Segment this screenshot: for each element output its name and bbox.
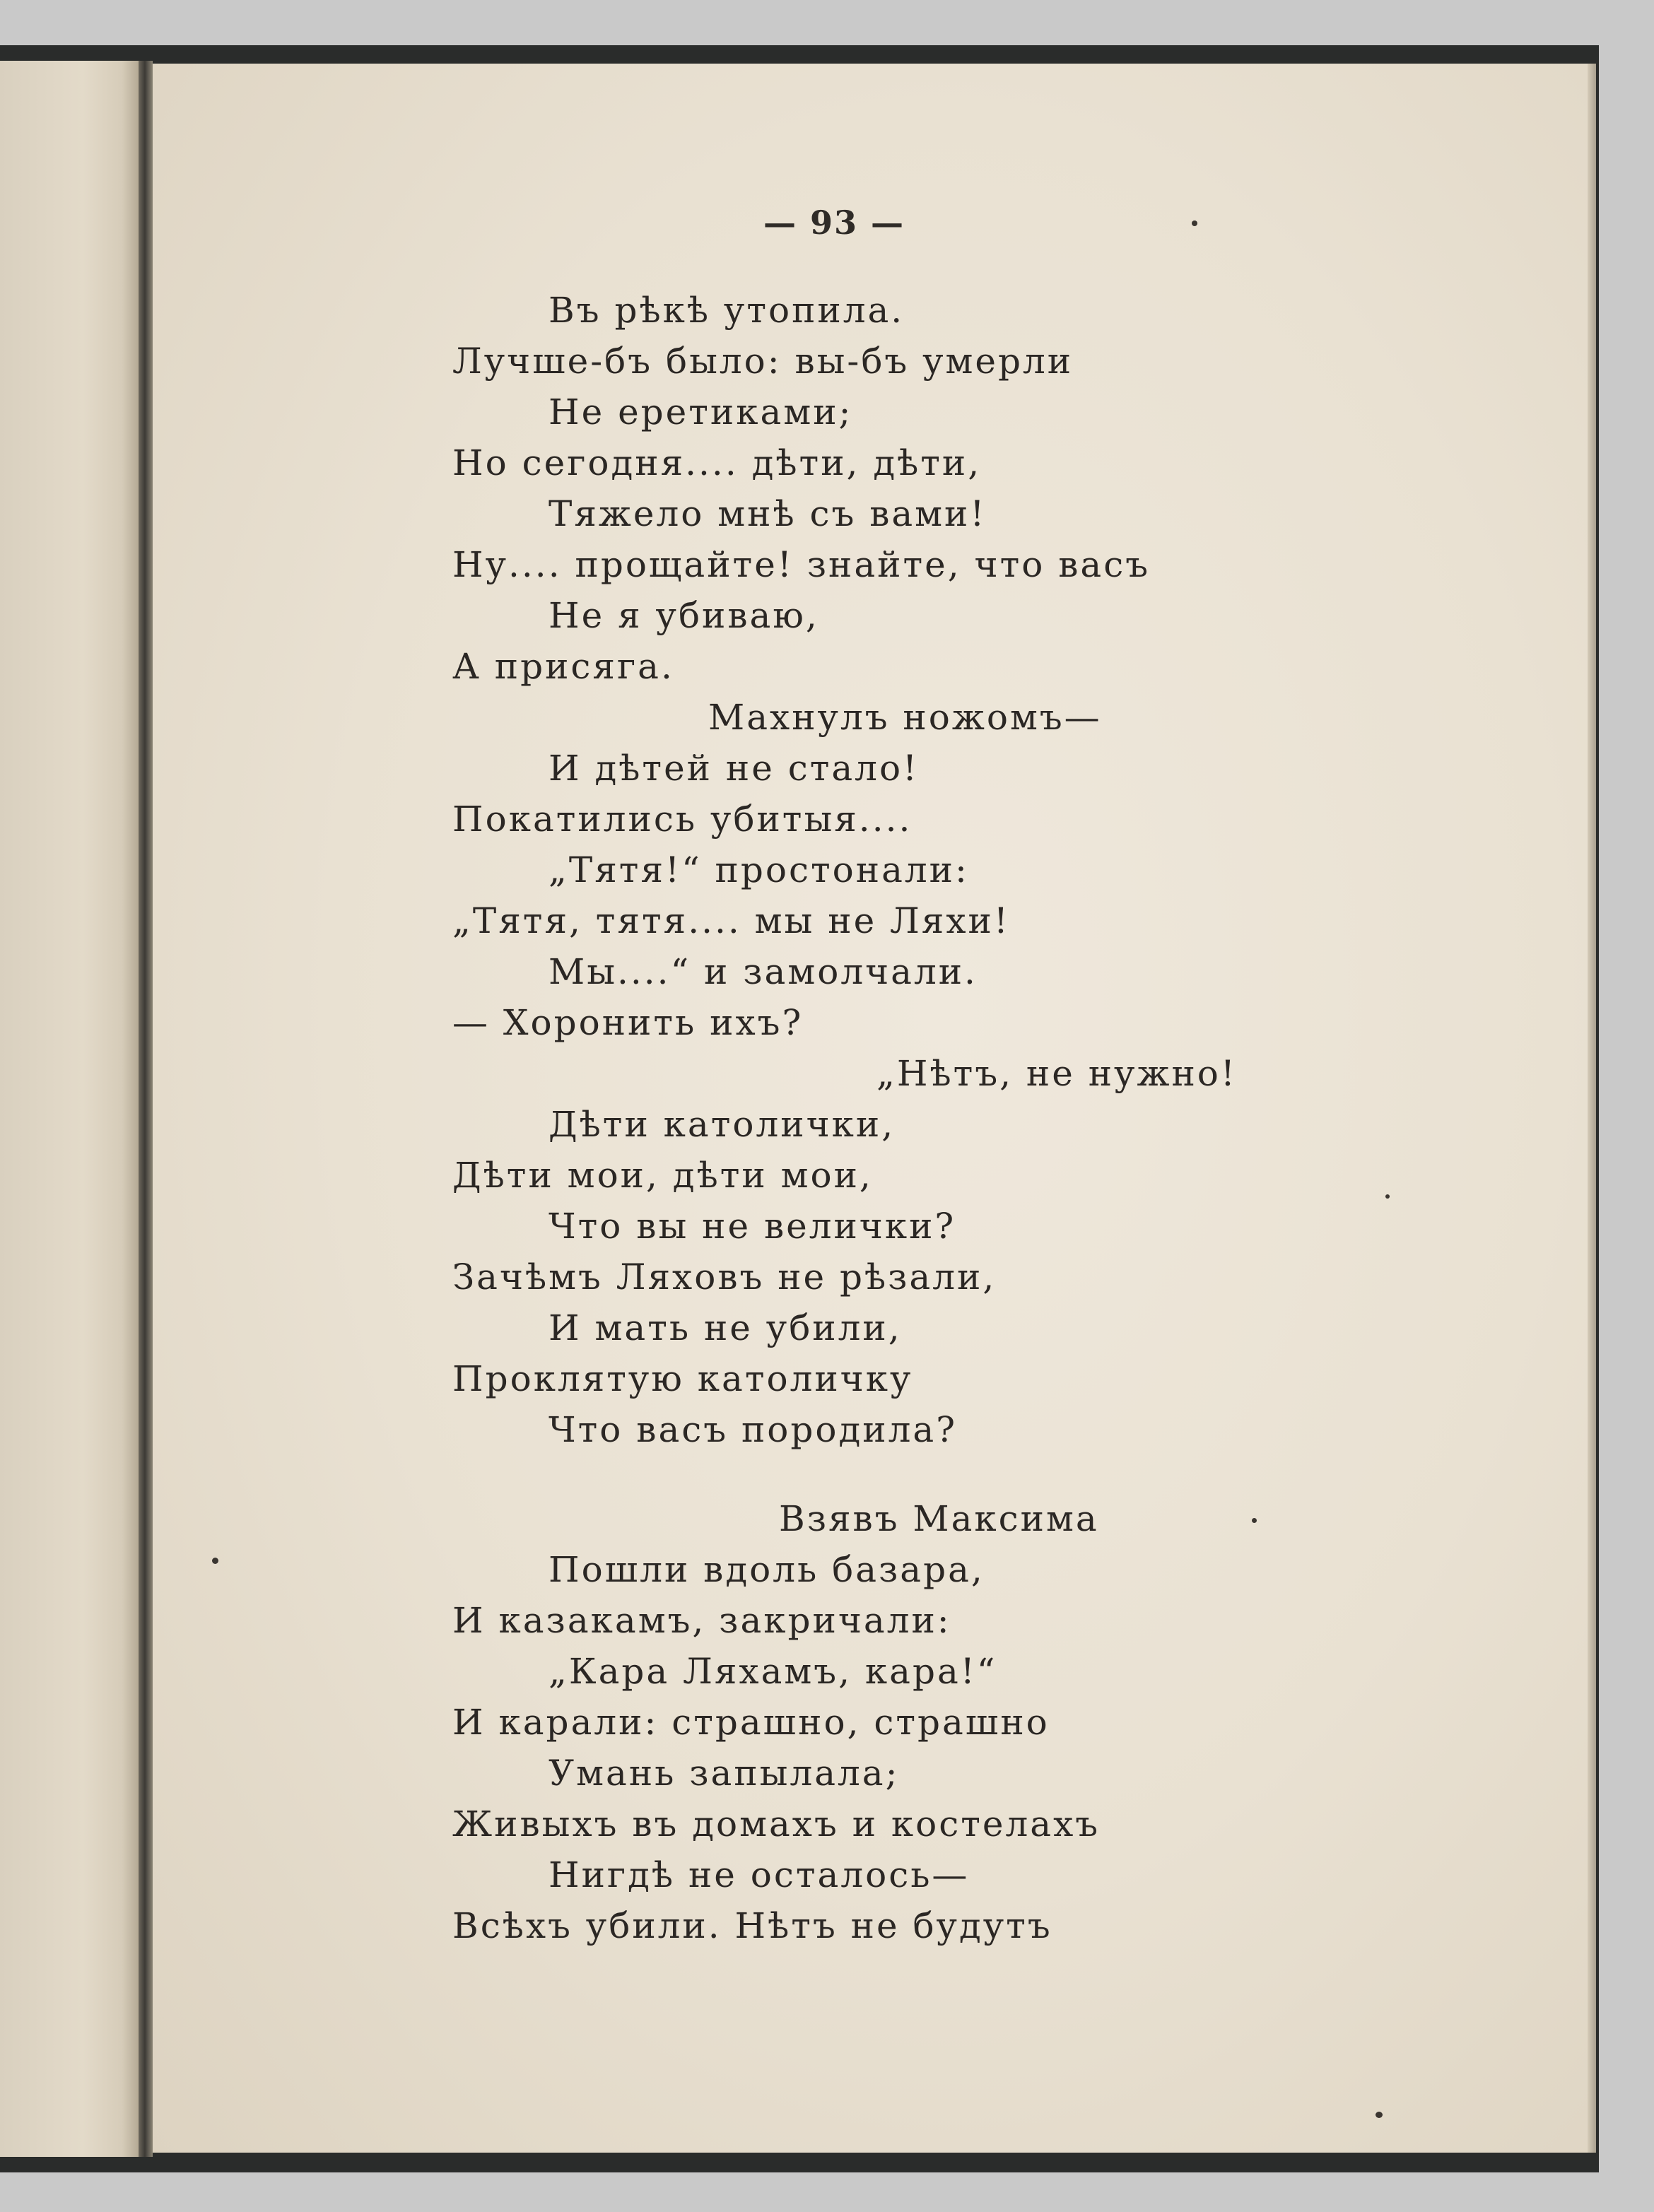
ink-speck (1385, 1194, 1390, 1199)
left-page-edge (0, 61, 139, 2157)
verse-line: Лучше-бъ было: вы-бъ умерли (452, 341, 1074, 382)
verse-line: „Кара Ляхамъ, кара!“ (549, 1651, 997, 1692)
page-number: — 93 — (763, 204, 905, 242)
verse-line: Нигдѣ не осталось— (549, 1854, 970, 1895)
verse-line: „Нѣтъ, не нужно! (876, 1053, 1237, 1094)
verse-line: Не я убиваю, (549, 595, 819, 636)
verse-line: И казакамъ, закричали: (452, 1600, 951, 1641)
verse-line: Живыхъ въ домахъ и костелахъ (452, 1804, 1101, 1845)
verse-line: „Тятя!“ простонали: (549, 849, 969, 890)
right-page-edge (1588, 64, 1596, 2153)
ink-speck (1192, 220, 1197, 226)
book-gutter (139, 61, 153, 2157)
verse-line: А присяга. (452, 646, 674, 687)
verse-line: Въ рѣкѣ утопила. (549, 290, 905, 331)
verse-line: Ну.... прощайте! знайте, что васъ (452, 544, 1151, 585)
verse-line: И дѣтей не стало! (549, 748, 920, 789)
verse-line: И карали: страшно, страшно (452, 1702, 1050, 1743)
ink-speck (1376, 2112, 1383, 2118)
verse-line: Всѣхъ убили. Нѣтъ не будутъ (452, 1905, 1052, 1946)
verse-line: Дѣти католички, (549, 1104, 896, 1145)
verse-line: Но сегодня.... дѣти, дѣти, (452, 442, 982, 483)
verse-line: Что васъ породила? (549, 1409, 957, 1450)
verse-line: Пошли вдоль базара, (549, 1549, 985, 1590)
ink-speck (212, 1558, 218, 1564)
verse-line: Не еретиками; (549, 392, 853, 433)
verse-line: Покатились убитыя.... (452, 799, 913, 840)
verse-line: Проклятую католичку (452, 1358, 913, 1399)
verse-line: „Тятя, тятя.... мы не Ляхи! (452, 900, 1010, 941)
verse-line: Махнулъ ножомъ— (708, 697, 1102, 738)
verse-line: Взявъ Максима (779, 1498, 1099, 1539)
verse-line: Умань запылала; (549, 1753, 900, 1794)
verse-line: И мать не убили, (549, 1307, 902, 1348)
verse-line: Зачѣмъ Ляховъ не рѣзали, (452, 1257, 997, 1298)
verse-line: Мы....“ и замолчали. (549, 951, 978, 992)
verse-line: Тяжело мнѣ съ вами! (549, 493, 987, 534)
ink-speck (1252, 1518, 1257, 1523)
verse-line: Что вы не велички? (549, 1206, 956, 1247)
verse-line: Дѣти мои, дѣти мои, (452, 1155, 873, 1196)
verse-line: — Хоронить ихъ? (452, 1002, 804, 1043)
